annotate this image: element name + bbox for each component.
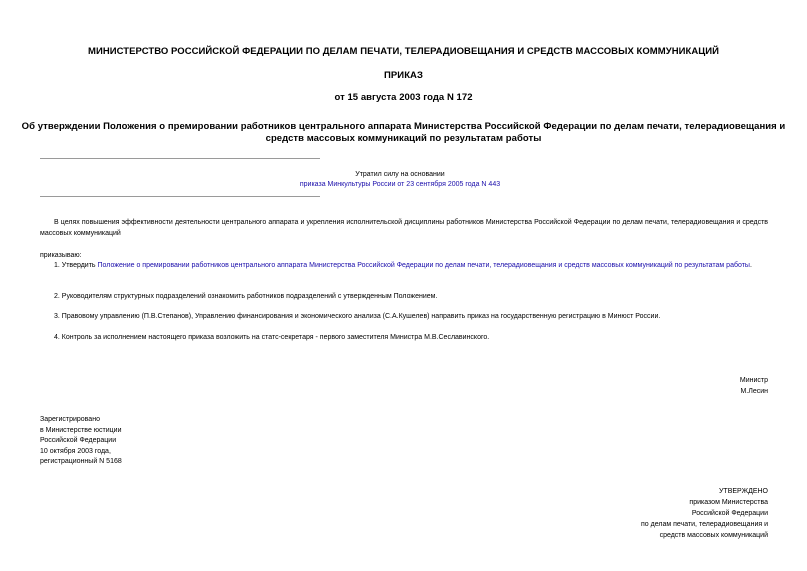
approval-line-4: по делам печати, телерадиовещания и [641, 521, 768, 528]
approval-line-3: Российской Федерации [691, 510, 768, 517]
approval-block [641, 486, 768, 541]
signature-name: М.Лесин [740, 388, 768, 395]
title-line-2: средств массовых коммуникаций по результатам работы [265, 133, 542, 144]
registration-line-1: Зарегистрировано [40, 416, 100, 423]
registration-line-4: 10 октября 2003 года, [40, 447, 111, 455]
item-1-suffix: . [749, 262, 752, 269]
status-note [40, 170, 760, 190]
divider-top [40, 158, 320, 159]
date-number-heading: от 15 августа 2003 года N 172 [334, 92, 473, 103]
doc-type-heading: ПРИКАЗ [384, 70, 423, 81]
approval-line-2: приказом Министерства [689, 499, 768, 506]
approval-line-5: средств массовых коммуникаций [659, 532, 768, 539]
item-1 [40, 260, 768, 271]
ministry-heading: МИНИСТЕРСТВО РОССИЙСКОЙ ФЕДЕРАЦИИ ПО ДЕЛАМ ПЕЧАТИ, ТЕЛЕРАДИОВЕЩАНИЯ И СРЕДСТВ МАССОВЫХ КОММУНИКАЦИЙ [88, 46, 719, 57]
order-word: приказываю: [40, 252, 82, 259]
item-1-link[interactable]: Положение о премировании работников центрального аппарата Министерства Российской Федерации по делам печати, телерадиовещания и средств массовых коммуникаций по результатам работы [97, 262, 750, 269]
status-note-text: Утратил силу на основании [355, 171, 445, 178]
approval-line-1: УТВЕРЖДЕНО [718, 488, 768, 495]
item-3: 3. Правовому управлению (П.В.Степанов), Управлению финансирования и экономического анализа (С.А.Кушелев) направить приказ на государственную регистрацию в Минюст России. [54, 313, 661, 320]
preamble: В целях повышения эффективности деятельности центрального аппарата и укрепления исполнительской дисциплины работников Министерства Российской Федерации по делам печати, телерадиовещания и средств массовых коммуникаций [40, 219, 768, 237]
item-4: 4. Контроль за исполнением настоящего приказа возложить на статс-секретаря - первого заместителя Министра М.В.Сеславинского. [54, 334, 490, 341]
signature-position: Министр [739, 377, 768, 384]
registration-line-5: регистрационный N 5168 [40, 458, 122, 465]
registration-block [40, 415, 122, 468]
registration-line-3: Российской Федерации [40, 437, 117, 444]
signature [740, 375, 768, 397]
status-note-link[interactable]: приказа Минкультуры России от 23 сентября 2005 года N 443 [299, 181, 501, 188]
registration-line-2: в Министерстве юстиции [40, 426, 122, 434]
divider-bottom [40, 196, 320, 197]
title-line-1: Об утверждении Положения о премировании работников центрального аппарата Министерства Российской Федерации по делам печати, телерадиовещания и [21, 121, 786, 132]
item-2: 2. Руководителям структурных подразделений ознакомить работников подразделений с утвержденным Положением. [54, 293, 438, 300]
item-1-prefix: 1. Утвердить [54, 262, 96, 269]
